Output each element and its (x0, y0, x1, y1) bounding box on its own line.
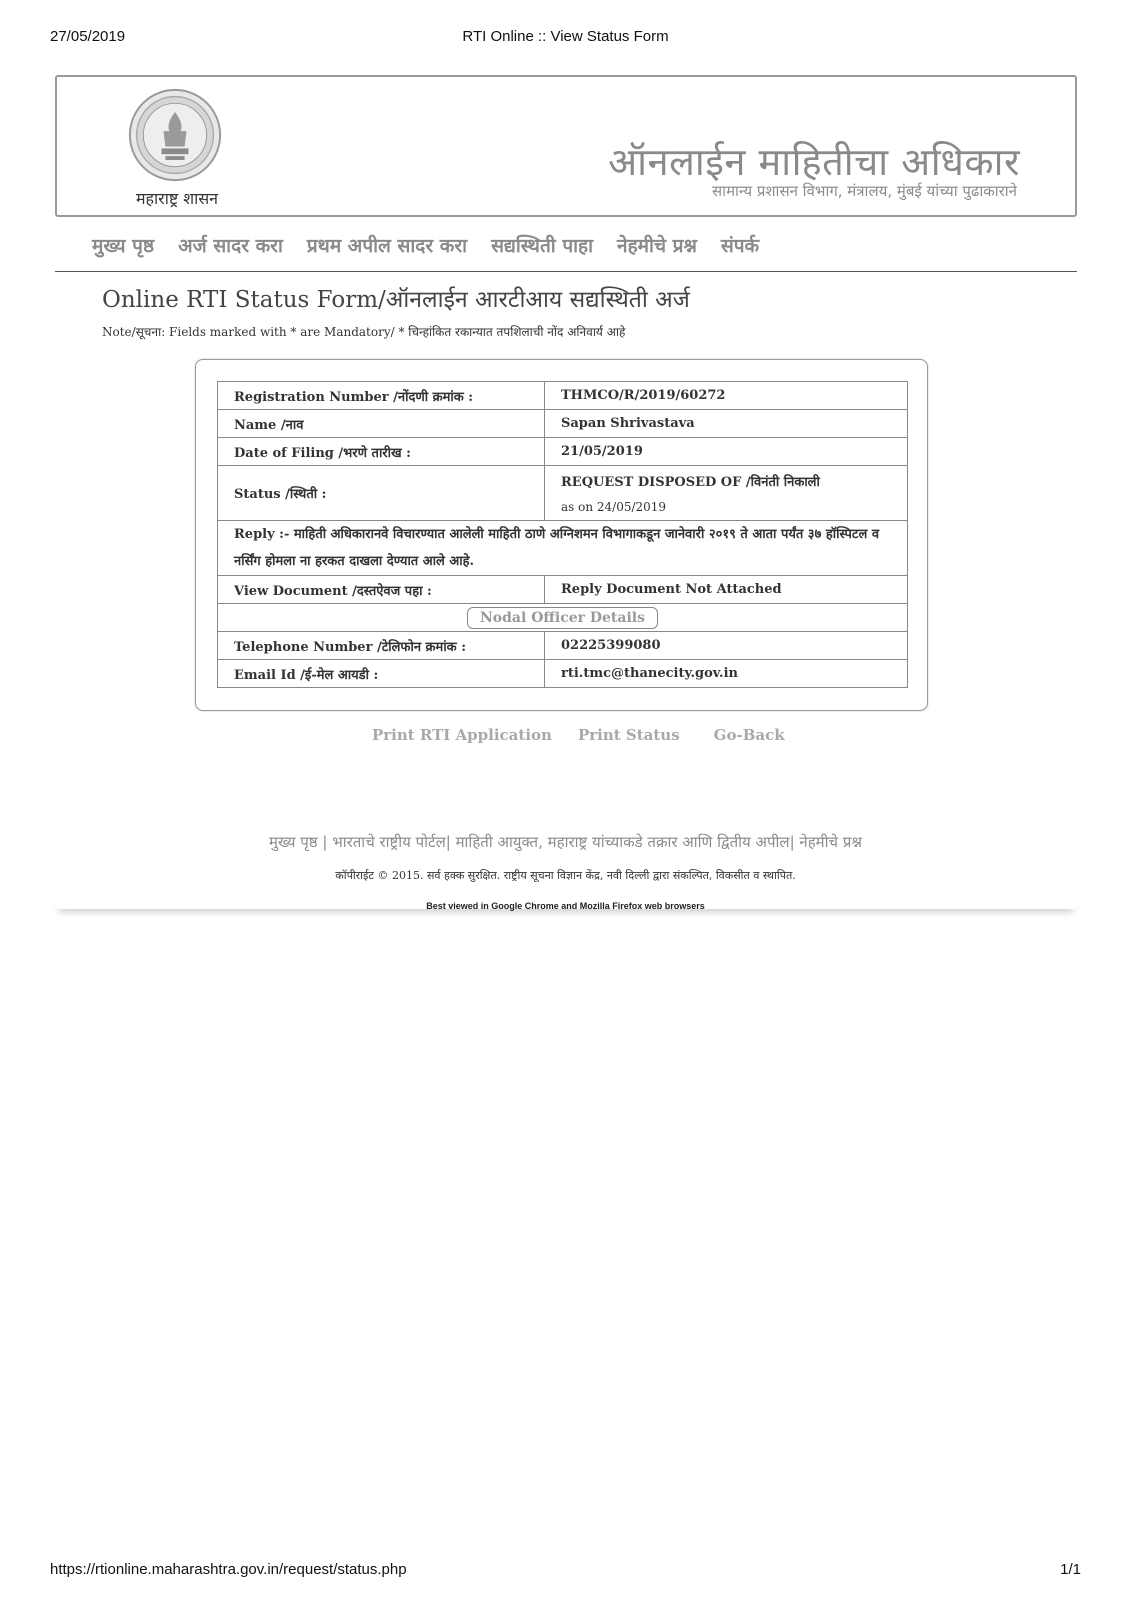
nodal-officer-heading: Nodal Officer Details (467, 607, 658, 629)
status-label: Status /स्थिती : (218, 466, 545, 521)
email-label: Email Id /ई-मेल आयडी : (218, 660, 545, 688)
nodal-heading-cell (218, 604, 908, 632)
site-title: ऑनलाईन माहितीचा अधिकार (608, 140, 1020, 184)
go-back-link[interactable]: Go-Back (713, 726, 785, 744)
table-row (218, 576, 908, 604)
print-status-link[interactable]: Print Status (577, 726, 680, 744)
nav-divider (55, 271, 1077, 272)
nav-item-submit-application[interactable]: अर्ज सादर करा (178, 235, 283, 257)
table-row (218, 438, 908, 466)
table-row (218, 382, 908, 410)
table-row (218, 632, 908, 660)
nav-item-contact[interactable]: संपर्क (720, 235, 760, 257)
telephone-label: Telephone Number /टेलिफोन क्रमांक : (218, 632, 545, 660)
table-row (218, 521, 908, 576)
status-table (217, 381, 908, 688)
registration-value: THMCO/R/2019/60272 (545, 382, 908, 410)
copyright: कॉपीराईट © 2015. सर्व हक्क सुरक्षित. राष्ट्रीय सूचना विज्ञान केंद्र, नवी दिल्ली द्वारा संकल्पित, विकसीत व स्थापित. (335, 869, 796, 882)
mandatory-note: Note/सूचना: Fields marked with * are Mandatory/ * चिन्हांकित रकान्यात तपशिलाची नोंद अनिवार्य आहे (102, 325, 626, 339)
view-document-value: Reply Document Not Attached (545, 576, 908, 604)
registration-label: Registration Number /नोंदणी क्रमांक : (218, 382, 545, 410)
status-form-panel (195, 359, 928, 711)
name-value: Sapan Shrivastava (545, 410, 908, 438)
filing-date-label: Date of Filing /भरणे तारीख : (218, 438, 545, 466)
emblem-caption: महाराष्ट्र शासन (135, 189, 219, 208)
site-subtitle: सामान्य प्रशासन विभाग, मंत्रालय, मुंबई यांच्या पुढाकाराने (712, 182, 1017, 200)
filing-date-value: 21/05/2019 (545, 438, 908, 466)
name-label: Name /नाव (218, 410, 545, 438)
print-footer-page: 1/1 (1060, 1561, 1081, 1578)
status-value: REQUEST DISPOSED OF /विनंती निकाली (561, 475, 820, 490)
table-row (218, 604, 908, 632)
status-cell (545, 466, 908, 521)
email-value: rti.tmc@thanecity.gov.in (545, 660, 908, 688)
nav-item-first-appeal[interactable]: प्रथम अपील सादर करा (306, 235, 468, 257)
print-application-link[interactable]: Print RTI Application (372, 726, 552, 744)
browser-note: Best viewed in Google Chrome and Mozilla Firefox web browsers (426, 901, 705, 911)
site-banner (55, 75, 1077, 217)
table-row (218, 466, 908, 521)
nav-item-home[interactable]: मुख्य पृष्ठ (92, 235, 155, 257)
action-links (372, 726, 785, 744)
nav-item-view-status[interactable]: सद्यस्थिती पाहा (491, 235, 594, 257)
main-nav (92, 232, 759, 258)
maharashtra-emblem-icon (127, 87, 223, 183)
footer-links[interactable]: मुख्य पृष्ठ | भारताचे राष्ट्रीय पोर्टल| माहिती आयुक्त, महाराष्ट्र यांच्याकडे तक्रार आणि द्वितीय अपील| नेहमीचे प्रश्न (269, 833, 862, 851)
status-asof: as on 24/05/2019 (561, 500, 667, 514)
view-document-label: View Document /दस्तऐवज पहा : (218, 576, 545, 604)
reply-text: Reply :- माहिती अधिकारानवे विचारण्यात आलेली माहिती ठाणे अग्निशमन विभागाकडून जानेवारी २०१९ ते आता पर्यंत ३७ हॉस्पिटल व नर्सिंग होमला ना हरकत दाखला देण्यात आले आहे. (218, 521, 908, 576)
telephone-value: 02225399080 (545, 632, 908, 660)
print-header-title: RTI Online :: View Status Form (462, 28, 669, 45)
table-row (218, 410, 908, 438)
print-footer-url: https://rtionline.maharashtra.gov.in/request/status.php (50, 1561, 407, 1578)
page-title: Online RTI Status Form/ऑनलाईन आरटीआय सद्यस्थिती अर्ज (102, 287, 690, 313)
table-row (218, 660, 908, 688)
nav-item-faq[interactable]: नेहमीचे प्रश्न (617, 235, 697, 257)
print-header-date: 27/05/2019 (50, 28, 126, 45)
